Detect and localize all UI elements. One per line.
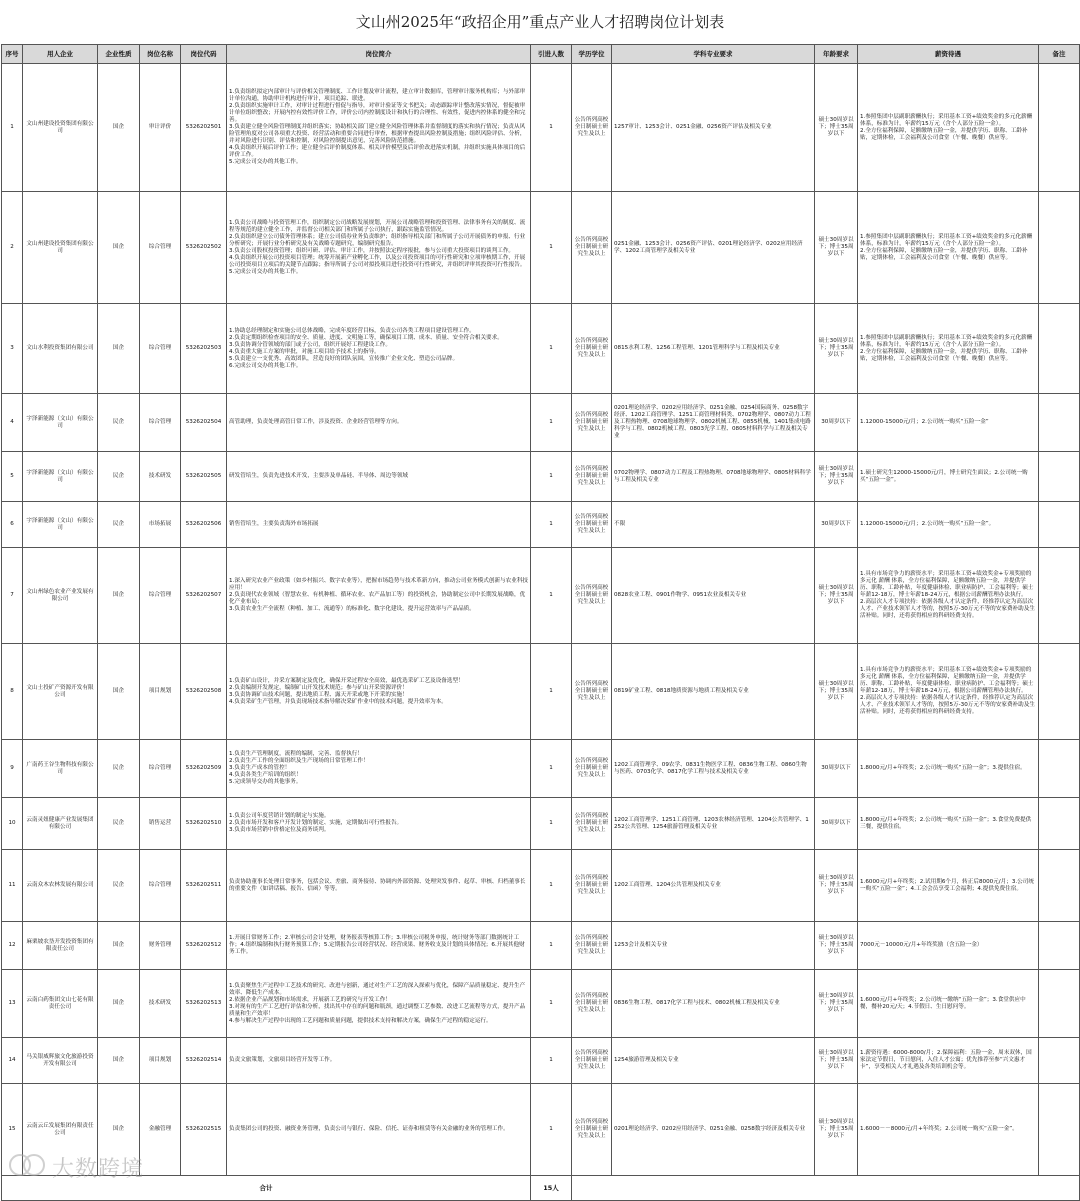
- header-code: 岗位代码: [181, 45, 227, 64]
- cell-desc: 1.负责公司战略与投资管理工作，组织制定公司战略发展规划，开展公司战略管理和投资管理、法律事务有关的制度、流程等规范的建立健全工作，并监督公司相关部门和所属子公司执行，跟踪实施监管情况。 2.负责组织建立公司债务管理体系；建立公司债券业务负责维护；组织指导相关部门和所属子公司开展债务的申报、行业分析研究；开展行业分析研究及有关战略专题研究，编制研究报告。 3.负责公司股权投资管理；组织可研、评估、审计工作，并按照法定程序报批，参与公司重大投资项目的谈判工作。 4.负责组织开展公司投资项目管理；统筹开展新产业孵化工作，以及公司投资项目的可行性研究和立项审核期工作，开展公司投资项目立项后的关键节点跟踪；指导所属子公司对拟投项目进行投资可行性研究，并组织评审其投资可行性报告。 5.完成公司交办的其他工作。: [227, 192, 531, 304]
- cell-age: 硕士30周岁以下；博士35周岁以下: [815, 922, 858, 970]
- table-body: [2, 64, 1080, 1201]
- cell-age: 硕士30周岁以下；博士35周岁以下: [815, 1084, 858, 1176]
- cell-position: 技术研发: [140, 970, 181, 1038]
- table-row: [2, 452, 1080, 502]
- cell-no: 14: [2, 1038, 23, 1084]
- cell-desc: 负责文旅策划，文旅项目经营开发等工作。: [227, 1038, 531, 1084]
- cell-nature: 民企: [98, 850, 140, 922]
- cell-no: 6: [2, 502, 23, 548]
- cell-salary: 1.12000-15000元/月；2.公司统一购买“五险一金”: [858, 394, 1039, 452]
- cell-num: 1: [531, 502, 572, 548]
- cell-code: 5326202505: [181, 452, 227, 502]
- cell-position: 项目规划: [140, 1038, 181, 1084]
- cell-edu: 公告所列高校全日制硕士研究生及以上: [572, 192, 612, 304]
- cell-desc: 负责协助董事长处理日常事务，包括会议、差旅、商务接待、协调内外部资源、处理突发事件、起草、审核、归档董事长的重要文件（如讲话稿、报告、信函）等等。: [227, 850, 531, 922]
- cell-major: 1257审计、1253会计、0251金融、0256资产评估及相关专业: [612, 64, 815, 192]
- cell-major: 0836生物工程、0817化学工程与技术、0802机械工程及相关专业: [612, 970, 815, 1038]
- table-row: [2, 740, 1080, 798]
- cell-salary: 1.参照集团中层副职薪酬执行；采用基本工资+绩效奖金的多元化薪酬体系，标准为计，年薪约15万元（含个人部分五险一金）。 2.全方位福利保障，足额缴纳五险一金，并提供学历、职称、工龄补贴，定期体检，工会福利及公司食堂（午餐、晚餐）供应等。: [858, 304, 1039, 394]
- cell-num: 1: [531, 798, 572, 850]
- cell-company: 文山州建设投资集团有限公司: [23, 64, 98, 192]
- cell-age: 硕士30周岁以下；博士35周岁以下: [815, 548, 858, 644]
- cell-num: 1: [531, 850, 572, 922]
- cell-major: 0251金融、1253会计、0256资产评估、0201理论经济学、0202应用经济学、1202工商管理学及相关专业: [612, 192, 815, 304]
- cell-age: 硕士30周岁以下；博士35周岁以下: [815, 452, 858, 502]
- cell-position: 综合管理: [140, 740, 181, 798]
- cell-company: 文山州建设投资集团有限公司: [23, 192, 98, 304]
- cell-salary: 1.6000－－8000元/月+年终奖；2.公司统一购买“五险一金”。: [858, 1084, 1039, 1176]
- cell-no: 1: [2, 64, 23, 192]
- cell-desc: 1.深入研究农业产业政策（如乡村振兴、数字农业等），把握市场趋势与技术革新方向，推动公司业务模式创新与农业科技应用！ 2.负责现代农业领域（智慧农业、有机种植、循环农业、农产品加工等）的投资机会，协助制定公司中长期发展战略，优化产业布局； 3.负责农业生产全流程（种植、加工、流通等）的标准化、数字化建设，提升运营效率与产品品质。: [227, 548, 531, 644]
- cell-note: [1039, 1038, 1080, 1084]
- cell-num: 1: [531, 304, 572, 394]
- cell-company: 宇泽新能源（文山）有限公司: [23, 502, 98, 548]
- cell-code: 5326202509: [181, 740, 227, 798]
- cell-num: 1: [531, 548, 572, 644]
- cell-company: 云南云丘发展集团有限责任公司: [23, 1084, 98, 1176]
- header-salary: 薪资待遇: [858, 45, 1039, 64]
- cell-major: 1202工商管理学、1251工商管理、1203农林经济管理、1204公共管理学、1252公共管理、1254旅游管理及相关专业: [612, 798, 815, 850]
- cell-note: [1039, 1084, 1080, 1176]
- cell-note: [1039, 502, 1080, 548]
- cell-desc: 销售管培生，主要负责海外市场拓展: [227, 502, 531, 548]
- cell-desc: 1.开展日常财务工作；2.审核公司会计处理，财务报表等核算工作；3.审核公司税务申报，统计财务等部门数据统计工作；4.组织编制和执行财务预算工作；5.定期报告公司经营状况、经营成果、财务收支及计划的具体情况；6.开展其他财务工作。: [227, 922, 531, 970]
- cell-nature: 民企: [98, 502, 140, 548]
- cell-major: 1202工商管理学、09农学、0831生物医学工程、0836生物工程、0860生物与医药、0703化学、0817化学工程与技术及相关专业: [612, 740, 815, 798]
- cell-nature: 国企: [98, 644, 140, 740]
- cell-note: [1039, 64, 1080, 192]
- cell-age: 硕士30周岁以下；博士35周岁以下: [815, 1038, 858, 1084]
- cell-num: 1: [531, 64, 572, 192]
- cell-company: 云南灵妞健康产业发展集团有限公司: [23, 798, 98, 850]
- cell-note: [1039, 394, 1080, 452]
- cell-position: 综合管理: [140, 394, 181, 452]
- cell-company: 麻栗坡农垦开发投资集团有限责任公司: [23, 922, 98, 970]
- header-note: 备注: [1039, 45, 1080, 64]
- table-row: [2, 970, 1080, 1038]
- watermark-text: 大数跨境: [52, 1157, 145, 1182]
- cell-edu: 公告所列高校全日制硕士研究生及以上: [572, 970, 612, 1038]
- cell-company: 文山水利投资集团有限公司: [23, 304, 98, 394]
- cell-num: 1: [531, 644, 572, 740]
- table-row: [2, 64, 1080, 192]
- table-row: [2, 1038, 1080, 1084]
- cell-no: 5: [2, 452, 23, 502]
- cell-age: 硕士30周岁以下；博士35周岁以下: [815, 850, 858, 922]
- header-major: 学科专业要求: [612, 45, 815, 64]
- cell-position: 市场拓展: [140, 502, 181, 548]
- cell-edu: 公告所列高校全日制硕士研究生及以上: [572, 394, 612, 452]
- cell-company: 宇泽新能源（文山）有限公司: [23, 452, 98, 502]
- header-num: 引进人数: [531, 45, 572, 64]
- cell-num: 1: [531, 1038, 572, 1084]
- cell-age: 30周岁以下: [815, 798, 858, 850]
- cell-nature: 国企: [98, 64, 140, 192]
- cell-age: 30周岁以下: [815, 394, 858, 452]
- cell-salary: 1.薪资待遇：6000-8000/月；2.保障福利：五险一金、周末双休，国家法定节假日，节日慰问，入住人才公寓；优先推荐至参“兴文惠才卡”，享受相关人才礼遇及各类培训机会等。: [858, 1038, 1039, 1084]
- cell-edu: 公告所列高校全日制硕士研究生及以上: [572, 304, 612, 394]
- cell-salary: 1.参照集团中层副职薪酬执行；采用基本工资+绩效奖金的多元化薪酬体系，标准为计，年薪约15万元（含个人部分五险一金）。 2.全方位福利保障，足额缴纳五险一金，并提供学历、职称、工龄补贴，定期体检，工会福利及公司食堂（午餐、晚餐）供应等。: [858, 64, 1039, 192]
- header-nature: 企业性质: [98, 45, 140, 64]
- cell-no: 12: [2, 922, 23, 970]
- cell-code: 5326202510: [181, 798, 227, 850]
- cell-note: [1039, 850, 1080, 922]
- cell-desc: 1.负责公司年度营销计划的制定与实施。 2.负责市场开发和客户开发计划的制定、实施，定期做出可行性报告。 3.负责市场营销中价格定位及商务谈判。: [227, 798, 531, 850]
- cell-nature: 国企: [98, 304, 140, 394]
- cell-position: 技术研发: [140, 452, 181, 502]
- cell-no: 4: [2, 394, 23, 452]
- cell-salary: 1.6000元/月+年终奖；2.试用期6个月，转正后8000元/月；3.公司统一购买“五险一金”；4.工会会员享受工会福利；4.提供免费住宿。: [858, 850, 1039, 922]
- recruitment-table: [1, 44, 1080, 1201]
- cell-note: [1039, 970, 1080, 1038]
- cell-no: 8: [2, 644, 23, 740]
- cell-company: 马关银威辉旅文化旅游投资开发有限公司: [23, 1038, 98, 1084]
- cell-salary: 1.6000元/月+年终奖；2.公司统一缴纳“五险一金”；3.食堂供应中餐，餐补20元/天；4.节假日、生日慰问等。: [858, 970, 1039, 1038]
- cell-salary: 1.8000元/月+年终奖；2.公司统一购买“五险一金”；3.提供住宿。: [858, 740, 1039, 798]
- header-desc: 岗位简介: [227, 45, 531, 64]
- cell-nature: 民企: [98, 740, 140, 798]
- cell-edu: 公告所列高校全日制硕士研究生及以上: [572, 1084, 612, 1176]
- cell-company: 广南药王谷生物科技有限公司: [23, 740, 98, 798]
- cell-nature: 民企: [98, 394, 140, 452]
- cell-major: 1202工商管理、1204公共管理及相关专业: [612, 850, 815, 922]
- cell-position: 综合管理: [140, 548, 181, 644]
- cell-major: 0201理论经济学、0202应用经济学、0251金融、0258数字经济及相关专业: [612, 1084, 815, 1176]
- cell-code: 5326202508: [181, 644, 227, 740]
- cell-edu: 公告所列高校全日制硕士研究生及以上: [572, 452, 612, 502]
- cell-age: 硕士30周岁以下；博士35周岁以下: [815, 644, 858, 740]
- cell-edu: 公告所列高校全日制硕士研究生及以上: [572, 1038, 612, 1084]
- cell-note: [1039, 548, 1080, 644]
- cell-no: 10: [2, 798, 23, 850]
- cell-major: 0819矿业工程、0818地质资源与地质工程及相关专业: [612, 644, 815, 740]
- table-row: [2, 644, 1080, 740]
- cell-major: 0702物理学、0807动力工程及工程热物理、0708地球物理学、0805材料科学与工程及相关专业: [612, 452, 815, 502]
- cell-note: [1039, 798, 1080, 850]
- table-row: [2, 798, 1080, 850]
- cell-nature: 国企: [98, 192, 140, 304]
- cell-major: 1254旅游管理及相关专业: [612, 1038, 815, 1084]
- cell-nature: 国企: [98, 548, 140, 644]
- cell-note: [1039, 922, 1080, 970]
- cell-salary: 1.具有市场竞争力的薪资水平；采用基本工资+绩效奖金+专项奖励的多元化 薪酬 体系，全方位福利保障，足额缴纳五险一金，并提供学历、职称、工龄补贴，年度健康体检、职业病防护、工会福利等；硕士年薪12-18万，博士年薪18-24万元，根据公司薪酬管理办法执行。 2.高层次人才专项扶持：依据各级人才认定条件，经推荐认定为高层次人才、产业技术领军人才等的，按照5万-30万元不等的安家费补助及生活补贴。同时，还将获得相应的科研经费支持。: [858, 548, 1039, 644]
- cell-position: 金融管理: [140, 1084, 181, 1176]
- cell-salary: 1.8000元/月+年终奖；2.公司统一购买“五险一金”；3.食堂免费提供三餐，提供住宿。: [858, 798, 1039, 850]
- cell-age: 30周岁以下: [815, 502, 858, 548]
- cell-no: 13: [2, 970, 23, 1038]
- cell-major: 0201理论经济学、0202应用经济学、0251金融、0254国际商务、0258数字经济、1202工商管理学、1251工商管理材料类、0702物理学、0807动力工程及工程热物理、0708地球物理学、0802机械工程、0855机械、1401集成电路科学与工程、0802机械工程、0803光学工程、0805材料科学与工程及相关专业: [612, 394, 815, 452]
- cell-no: 2: [2, 192, 23, 304]
- cell-edu: 公告所列高校全日制硕士研究生及以上: [572, 644, 612, 740]
- cell-nature: 民企: [98, 452, 140, 502]
- cell-position: 项目规划: [140, 644, 181, 740]
- table-row: [2, 394, 1080, 452]
- cell-desc: 1.负责矿山设计，并采方案制定及优化，确保开采过程安全高效，最优选采矿工艺及设备选型！ 2.负责编制开发规定，编制矿山开发技术规范；参与矿山开采资源评价！ 3.负责协调矿山技术问题，提出地质工程、露天开采或地下开采的实施！ 4.负责采矿生产管理，并负责现场技术指导解决采矿作业中的技术问题，提升效率为本。: [227, 644, 531, 740]
- cell-edu: 公告所列高校全日制硕士研究生及以上: [572, 64, 612, 192]
- cell-note: [1039, 644, 1080, 740]
- cell-code: 5326202513: [181, 970, 227, 1038]
- cell-age: 硕士30周岁以下；博士35周岁以下: [815, 304, 858, 394]
- cell-nature: 国企: [98, 1038, 140, 1084]
- cell-nature: 国企: [98, 922, 140, 970]
- cell-major: 0815水利工程、1256工程管理、1201管理科学与工程及相关专业: [612, 304, 815, 394]
- table-row: [2, 502, 1080, 548]
- cell-no: 3: [2, 304, 23, 394]
- cell-code: 5326202503: [181, 304, 227, 394]
- cell-note: [1039, 452, 1080, 502]
- cell-code: 5326202504: [181, 394, 227, 452]
- cell-desc: 1.负责聚焦生产过程中工艺技术的研究、改进与创新，通过对生产工艺的深入探索与优化，保障产品质量稳定、提升生产效率、降低生产成本。 2.依据企业产品规划和市场需求，开展新工艺的研究与开发工作！ 3.对现有的生产工艺进行评估和分析，找出其中存在的问题和瓶颈，通过调整工艺参数、改进工艺流程等方式，提升产品质量和生产效率！ 4.参与解决生产过程中出现的工艺问题和质量问题，提供技术支持和解决方案，确保生产过程的稳定运行。: [227, 970, 531, 1038]
- cell-company: 云南众木农林发展有限公司: [23, 850, 98, 922]
- cell-code: 5326202501: [181, 64, 227, 192]
- cell-nature: 国企: [98, 970, 140, 1038]
- cell-code: 5326202511: [181, 850, 227, 922]
- cell-edu: 公告所列高校全日制硕士研究生及以上: [572, 798, 612, 850]
- table-row: [2, 1084, 1080, 1176]
- cell-code: 5326202512: [181, 922, 227, 970]
- table-row: [2, 922, 1080, 970]
- cell-code: 5326202507: [181, 548, 227, 644]
- header-no: 序号: [2, 45, 23, 64]
- cell-edu: 公告所列高校全日制硕士研究生及以上: [572, 502, 612, 548]
- cell-position: 综合管理: [140, 304, 181, 394]
- cell-no: 9: [2, 740, 23, 798]
- cell-code: 5326202502: [181, 192, 227, 304]
- total-num: 15人: [531, 1176, 572, 1201]
- cell-code: 5326202506: [181, 502, 227, 548]
- cell-num: 1: [531, 452, 572, 502]
- table-row: [2, 304, 1080, 394]
- header-company: 用人企业: [23, 45, 98, 64]
- page-title: 文山州2025年“政招企用”重点产业人才招聘岗位计划表: [355, 13, 725, 31]
- header-age: 年龄要求: [815, 45, 858, 64]
- cell-company: 宇泽新能源（文山）有限公司: [23, 394, 98, 452]
- cell-salary: 1.参照集团中层副职薪酬执行；采用基本工资+绩效奖金的多元化薪酬体系，标准为计，年薪约15万元（含个人部分五险一金）。 2.全方位福利保障，足额缴纳五险一金，并提供学历、职称、工龄补贴，定期体检，工会福利及公司食堂（午餐、晚餐）供应等。: [858, 192, 1039, 304]
- total-label: 合计: [2, 1176, 531, 1201]
- cell-edu: 公告所列高校全日制硕士研究生及以上: [572, 850, 612, 922]
- cell-desc: 负责集团公司的投资、融资业务管理，负责公司与银行、保险、信托、证券和租赁等有关金融的业务的管理工作。: [227, 1084, 531, 1176]
- cell-note: [1039, 192, 1080, 304]
- cell-company: 文山士投矿产资源开发有限公司: [23, 644, 98, 740]
- cell-salary: 1.硕士研究生12000-15000元/月，博士研究生面议；2.公司统一购买“五险一金”。: [858, 452, 1039, 502]
- cell-major: 不限: [612, 502, 815, 548]
- cell-no: 15: [2, 1084, 23, 1176]
- cell-position: 审计评价: [140, 64, 181, 192]
- cell-salary: 1.12000-15000元/月；2.公司统一购买“五险一金”。: [858, 502, 1039, 548]
- total-empty: [572, 1176, 1080, 1201]
- cell-position: 销售运营: [140, 798, 181, 850]
- cell-age: 硕士30周岁以下；博士35周岁以下: [815, 192, 858, 304]
- cell-desc: 高管助理，负责处理高管日常工作，涉及投资、企业经营管理等方向。: [227, 394, 531, 452]
- cell-edu: 公告所列高校全日制硕士研究生及以上: [572, 740, 612, 798]
- cell-age: 硕士30周岁以下；博士35周岁以下: [815, 970, 858, 1038]
- header-row: [2, 45, 1080, 64]
- cell-num: 1: [531, 192, 572, 304]
- cell-major: 1253会计及相关专业: [612, 922, 815, 970]
- table-row: [2, 548, 1080, 644]
- header-position: 岗位名称: [140, 45, 181, 64]
- cell-major: 0828农业工程、0901作物学、0951农业及相关专业: [612, 548, 815, 644]
- cell-position: 综合管理: [140, 192, 181, 304]
- cell-num: 1: [531, 922, 572, 970]
- cell-note: [1039, 740, 1080, 798]
- cell-desc: 1.负责生产管理制度，流程的编制，完善、监督执行！ 2.负责生产工作的全面组织及生产现场的日常管理工作！ 3.负责生产成本的管控！ 4.负责各类生产培训的组织！ 5.完成领导交办的其他事务。: [227, 740, 531, 798]
- table-row: [2, 192, 1080, 304]
- cell-code: 5326202515: [181, 1084, 227, 1176]
- cell-position: 综合管理: [140, 850, 181, 922]
- cell-num: 1: [531, 970, 572, 1038]
- cell-age: 30周岁以下: [815, 740, 858, 798]
- cell-nature: 民企: [98, 798, 140, 850]
- cell-no: 11: [2, 850, 23, 922]
- cell-salary: 7000元－10000元/月+年终奖励（含五险一金）: [858, 922, 1039, 970]
- cell-company: 云南白药集团文山七花有限责任公司: [23, 970, 98, 1038]
- table-row: [2, 850, 1080, 922]
- cell-code: 5326202514: [181, 1038, 227, 1084]
- cell-num: 1: [531, 1084, 572, 1176]
- cell-salary: 1.具有市场竞争力的薪资水平；采用基本工资+绩效奖金+专项奖励的多元化 薪酬 体系，全方位福利保障，足额缴纳五险一金，并提供学历、职称、工龄补贴，年度健康体检、职业病防护、工会福利等；硕士年薪12-18万，博士年薪18-24万元，根据公司薪酬管理办法执行。 2.高层次人才专项扶持：依据各级人才认定条件，经推荐认定为高层次人才、产业技术领军人才等的，按照5万-30万元不等的安家费补助及生活补贴。同时，还将获得相应的科研经费支持。: [858, 644, 1039, 740]
- cell-age: 硕士30周岁以下；博士35周岁以下: [815, 64, 858, 192]
- cell-num: 1: [531, 394, 572, 452]
- cell-desc: 1.协助总经理制定和实施公司总体战略，完成年度经营目标，负责公司各类工程项目建设管理工作。 2.负责定期组织检查项目的安全、质量、进度、文明施工等，确保项目工期、成本、质量、安全符合相关要求。 3.负责协调分管领域的部门或子公司，组织开展好工程建设工作。 4.负责重大施工方案的审批，对施工项目给予技术上的指导。 5.负责建立一支优秀、高效团队，营造良好的团队氛围，宣传推广企业文化、塑造公司品牌。 6.完成公司交办的其他工作。: [227, 304, 531, 394]
- cell-company: 文山州绿色农业产业发展有限公司: [23, 548, 98, 644]
- total-row: [2, 1176, 1080, 1201]
- cell-desc: 1.负责组织拟定内部审计与评价相关管理制度、工作计划及审计流程，建立审计数据库，管理审计服务机构库；与外部审计单位沟通，协助审计机构进行审计，项目追踪、联进。 2.负责组织实施审计工作，对审计过程进行督促与指导，对审计验证等文书把关；动态跟踪审计整改落实情况，督促被审计单位组织整改；开展内控有效性评价工作，评价公司内控制度设计和执行的合理性、有效性，促进内控体系的健全和完善。 3.负责建立健全风险管理制度并组织落实；协助相关部门建立健全风险管理体系并监督制度的落实和执行情况；负责从风险管理角度对公司各项重大投资、经营活动和重要合同进行审查，根据审查提出风险控制及措施；组织风险评估、分析，并对风险进行识别、评估和控制，对风险控制提出意见，完善风险防范措施。 4.负责组织开展后评价工作；建立健全后评价制度体系、相关评价模型及后评价改进落实机制，并组织实施具体项目的后评价工作。 5.完成公司交办的其他工作。: [227, 64, 531, 192]
- cell-position: 财务管理: [140, 922, 181, 970]
- header-edu: 学历学位: [572, 45, 612, 64]
- cell-edu: 公告所列高校全日制硕士研究生及以上: [572, 922, 612, 970]
- cell-note: [1039, 304, 1080, 394]
- cell-edu: 公告所列高校全日制硕士研究生及以上: [572, 548, 612, 644]
- cell-no: 7: [2, 548, 23, 644]
- cell-desc: 研发管培生，负责先进技术开发，主要涉及单晶硅、半导体、周边等领域: [227, 452, 531, 502]
- cell-nature: 国企: [98, 1084, 140, 1176]
- cell-num: 1: [531, 740, 572, 798]
